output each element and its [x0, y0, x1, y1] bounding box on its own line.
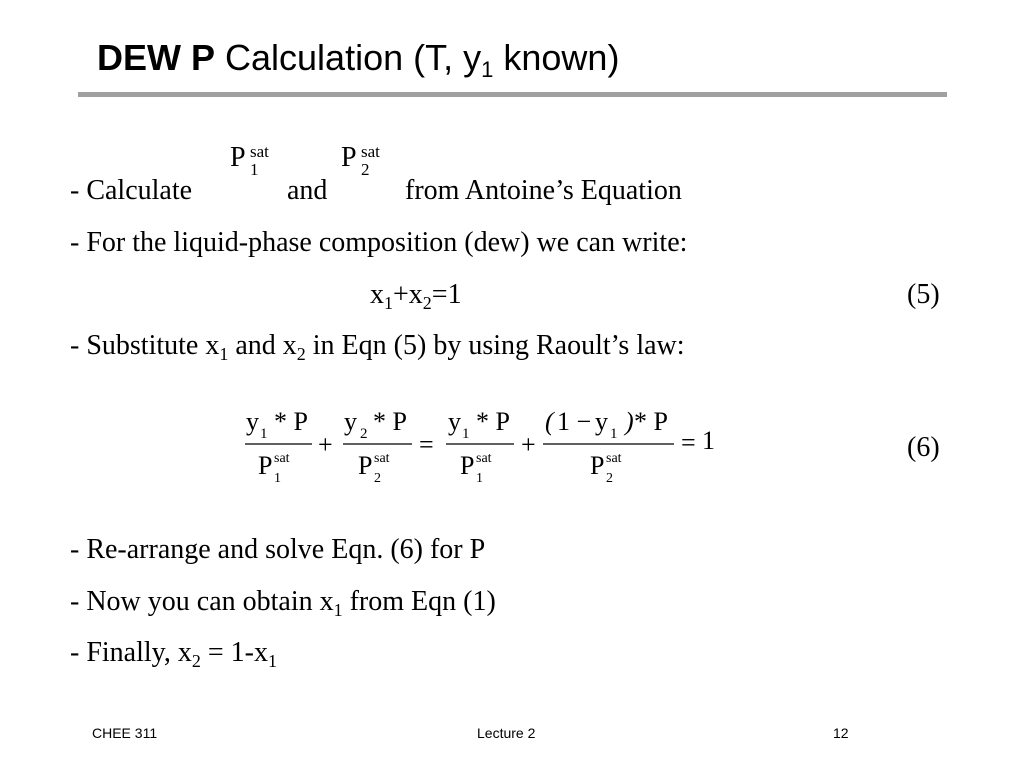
- title-bold: DEW P: [97, 37, 216, 78]
- eq5-sub1: 1: [384, 293, 393, 313]
- finally-sub1: 1: [267, 651, 277, 671]
- eq6-t4-P: P: [590, 451, 605, 480]
- equation-5: [370, 278, 462, 312]
- eq5-x1: x: [370, 279, 384, 310]
- subst-sub1: 1: [219, 344, 229, 364]
- rearrange-text: - Re-arrange and solve Eqn. (6) for P: [70, 534, 486, 565]
- bullet-substitute: [70, 329, 685, 363]
- subst-text-b: and x: [228, 330, 297, 361]
- liquid-text: - For the liquid-phase composition (dew) we can write:: [70, 227, 688, 258]
- bullet-finally: [70, 636, 277, 670]
- eq6-t2-P: P: [358, 451, 373, 480]
- footer-page-number: 12: [833, 725, 849, 741]
- eq6-equals-1: =: [419, 430, 434, 459]
- eq6-t4-sat: sat: [606, 451, 622, 466]
- p2-letter: P: [341, 142, 357, 173]
- eq6-t2-ysub: 2: [360, 426, 368, 442]
- p2-sat-superscript: sat: [361, 142, 380, 161]
- eq6-t2-sat: sat: [374, 451, 390, 466]
- eq6-plus-1: +: [318, 430, 333, 459]
- title-text: Calculation (T, y: [215, 37, 482, 78]
- equation-6: [240, 400, 720, 495]
- eq6-t3-y: y: [448, 407, 461, 436]
- obtain-text-b: from Eqn (1): [342, 586, 496, 617]
- p2-sat-symbol: [341, 142, 380, 179]
- footer-course: CHEE 311: [92, 725, 158, 741]
- eq6-t1-ysub: 1: [260, 426, 268, 442]
- eq6-t3-P: P: [460, 451, 475, 480]
- eq6-t1-y: y: [246, 407, 259, 436]
- bullet-obtain: [70, 585, 496, 619]
- finally-text-b: = 1-x: [200, 637, 268, 668]
- finally-text-a: - Finally, x: [70, 637, 192, 668]
- title-subscript: 1: [481, 57, 494, 82]
- eq5-plus-x2: +x: [393, 279, 423, 310]
- equation-5-number: (5): [907, 279, 940, 310]
- calc-antoine: [405, 174, 682, 208]
- eq6-t1-starp: * P: [274, 407, 308, 436]
- subst-sub2: 2: [296, 344, 306, 364]
- eq6-t2-y: y: [344, 407, 357, 436]
- obtain-sub: 1: [333, 600, 343, 620]
- calc-text-a: - Calculate: [70, 175, 193, 206]
- eq6-t1-sat: sat: [274, 451, 290, 466]
- equation-6-number: (6): [907, 432, 940, 463]
- eq6-t1-psub: 1: [274, 471, 281, 486]
- p1-letter: P: [230, 142, 246, 173]
- p1-sat-superscript: sat: [250, 142, 269, 161]
- eq6-t3-ysub: 1: [462, 426, 470, 442]
- footer-lecture: Lecture 2: [477, 725, 536, 741]
- obtain-text-a: - Now you can obtain x: [70, 586, 334, 617]
- eq6-t4-y: y: [595, 407, 608, 436]
- eq6-plus-2: +: [521, 430, 536, 459]
- eq6-t4-psub: 2: [606, 471, 613, 486]
- eq6-t4-open: (: [545, 407, 554, 436]
- eq6-t2-psub: 2: [374, 471, 381, 486]
- bullet-rearrange: [70, 533, 485, 567]
- eq6-t4-ysub: 1: [610, 426, 618, 442]
- title-divider: [78, 92, 947, 97]
- eq6-t4-starp: * P: [634, 407, 668, 436]
- calc-text-b: from Antoine’s Equation: [405, 175, 682, 206]
- eq6-t4-oneminus: 1 −: [557, 407, 592, 436]
- p1-sat-symbol: [230, 142, 269, 179]
- slide-title: [97, 36, 619, 80]
- p2-subscript: 2: [361, 160, 370, 179]
- eq6-t3-sat: sat: [476, 451, 492, 466]
- eq6-t3-psub: 1: [476, 471, 483, 486]
- eq6-equals-2: =: [681, 428, 696, 457]
- subst-text-c: in Eqn (5) by using Raoult’s law:: [305, 330, 685, 361]
- eq6-rhs: 1: [702, 426, 715, 455]
- subst-text-a: - Substitute x: [70, 330, 220, 361]
- bullet-liquid-phase: [70, 226, 687, 260]
- eq5-sub2: 2: [422, 293, 432, 313]
- eq6-t3-starp: * P: [476, 407, 510, 436]
- p1-subscript: 1: [250, 160, 259, 179]
- eq6-t2-starp: * P: [373, 407, 407, 436]
- eq6-t1-P: P: [258, 451, 273, 480]
- calc-and: [287, 174, 327, 208]
- calc-and-text: and: [287, 175, 328, 206]
- eq6-t4-close: ): [625, 407, 634, 436]
- finally-sub2: 2: [191, 651, 201, 671]
- eq5-rhs: =1: [431, 279, 462, 310]
- bullet-calculate: [70, 174, 192, 208]
- title-tail: known): [493, 37, 620, 78]
